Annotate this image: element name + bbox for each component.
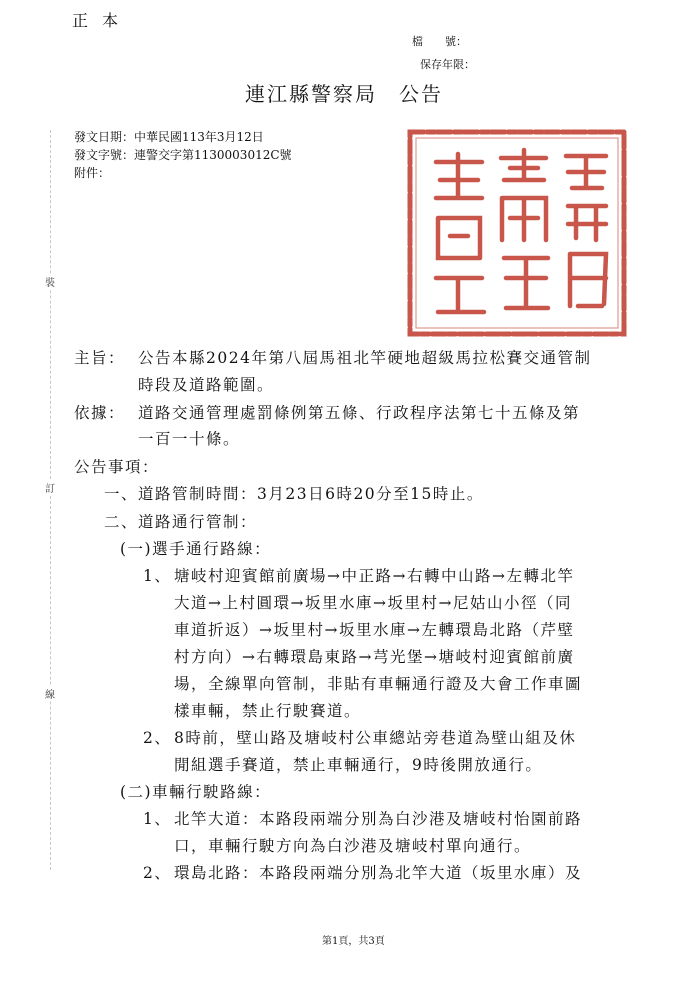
runner-route-point-1-line: 場，全線單向管制，非貼有車輛通行證及大會工作車圖 — [174, 675, 583, 693]
issue-date: 發文日期：中華民國113年3月12日 — [74, 130, 264, 144]
basis-line-1: 道路交通管理處罰條例第五條、行政程序法第七十五條及第 — [138, 404, 581, 422]
runner-route-point-1-line: 大道→上村圓環→坂里水庫→坂里村→尼姑山小徑（同 — [174, 594, 572, 612]
page-number: 第1頁，共3頁 — [322, 936, 385, 947]
binding-mark-staple: 訂 — [45, 480, 55, 495]
copy-label: 正本 — [72, 11, 133, 30]
binding-mark-line: 線 — [45, 686, 55, 701]
basis-label: 依據： — [74, 404, 126, 422]
basis-line-2: 一百一十條。 — [138, 430, 241, 448]
runner-route-point-1-number: 1、 — [143, 567, 172, 585]
official-seal-stamp — [406, 128, 628, 338]
vehicle-route-point-1-line: 北竿大道：本路段兩端分別為白沙港及塘岐村怡園前路 — [174, 810, 583, 828]
subject-line-2: 時段及道路範圍。 — [138, 376, 275, 394]
runner-route-point-1-line: 車道折返）→坂里村→坂里水庫→左轉環島北路（芹壁 — [174, 621, 575, 639]
vehicle-route-point-2-line: 環島北路：本路段兩端分別為北竿大道（坂里水庫）及 — [174, 864, 583, 882]
archive-number-label: 檔 號： — [412, 35, 467, 48]
document-title: 連江縣警察局 公告 — [245, 82, 443, 106]
runner-route-point-2-line: 閒組選手賽道，禁止車輛通行，9時後開放通行。 — [174, 756, 543, 774]
runner-route-point-2-number: 2、 — [143, 729, 172, 747]
vehicle-route-point-2-number: 2、 — [143, 864, 172, 882]
subject-line-1: 公告本縣2024年第八屆馬祖北竿硬地超級馬拉松賽交通管制 — [138, 349, 592, 367]
binding-mark-bind: 裝 — [45, 274, 55, 289]
vehicle-route-heading: (二)車輛行駛路線： — [120, 783, 272, 801]
document-number: 發文字號：連警交字第1130003012C號 — [74, 148, 292, 162]
runner-route-point-2-line: 8時前，壁山路及塘岐村公車總站旁巷道為壁山組及休 — [174, 729, 577, 747]
retention-period-label: 保存年限： — [420, 58, 475, 71]
notice-item-2: 二、道路通行管制： — [104, 513, 258, 531]
runner-route-heading: (一)選手通行路線： — [120, 540, 272, 558]
runner-route-point-1-line: 樣車輛，禁止行駛賽道。 — [174, 702, 362, 720]
vehicle-route-point-1-number: 1、 — [143, 810, 172, 828]
notice-heading: 公告事項： — [74, 458, 160, 476]
attachment-label: 附件： — [74, 166, 111, 180]
notice-item-1: 一、道路管制時間：3月23日6時20分至15時止。 — [104, 485, 484, 503]
vehicle-route-point-1-line: 口，車輛行駛方向為白沙港及塘岐村單向通行。 — [174, 837, 532, 855]
subject-label: 主旨： — [74, 349, 126, 367]
runner-route-point-1-line: 塘岐村迎賓館前廣場→中正路→右轉中山路→左轉北竿 — [174, 567, 575, 585]
runner-route-point-1-line: 村方向）→右轉環島東路→芎光堡→塘岐村迎賓館前廣 — [174, 648, 575, 666]
binding-line — [50, 130, 51, 870]
